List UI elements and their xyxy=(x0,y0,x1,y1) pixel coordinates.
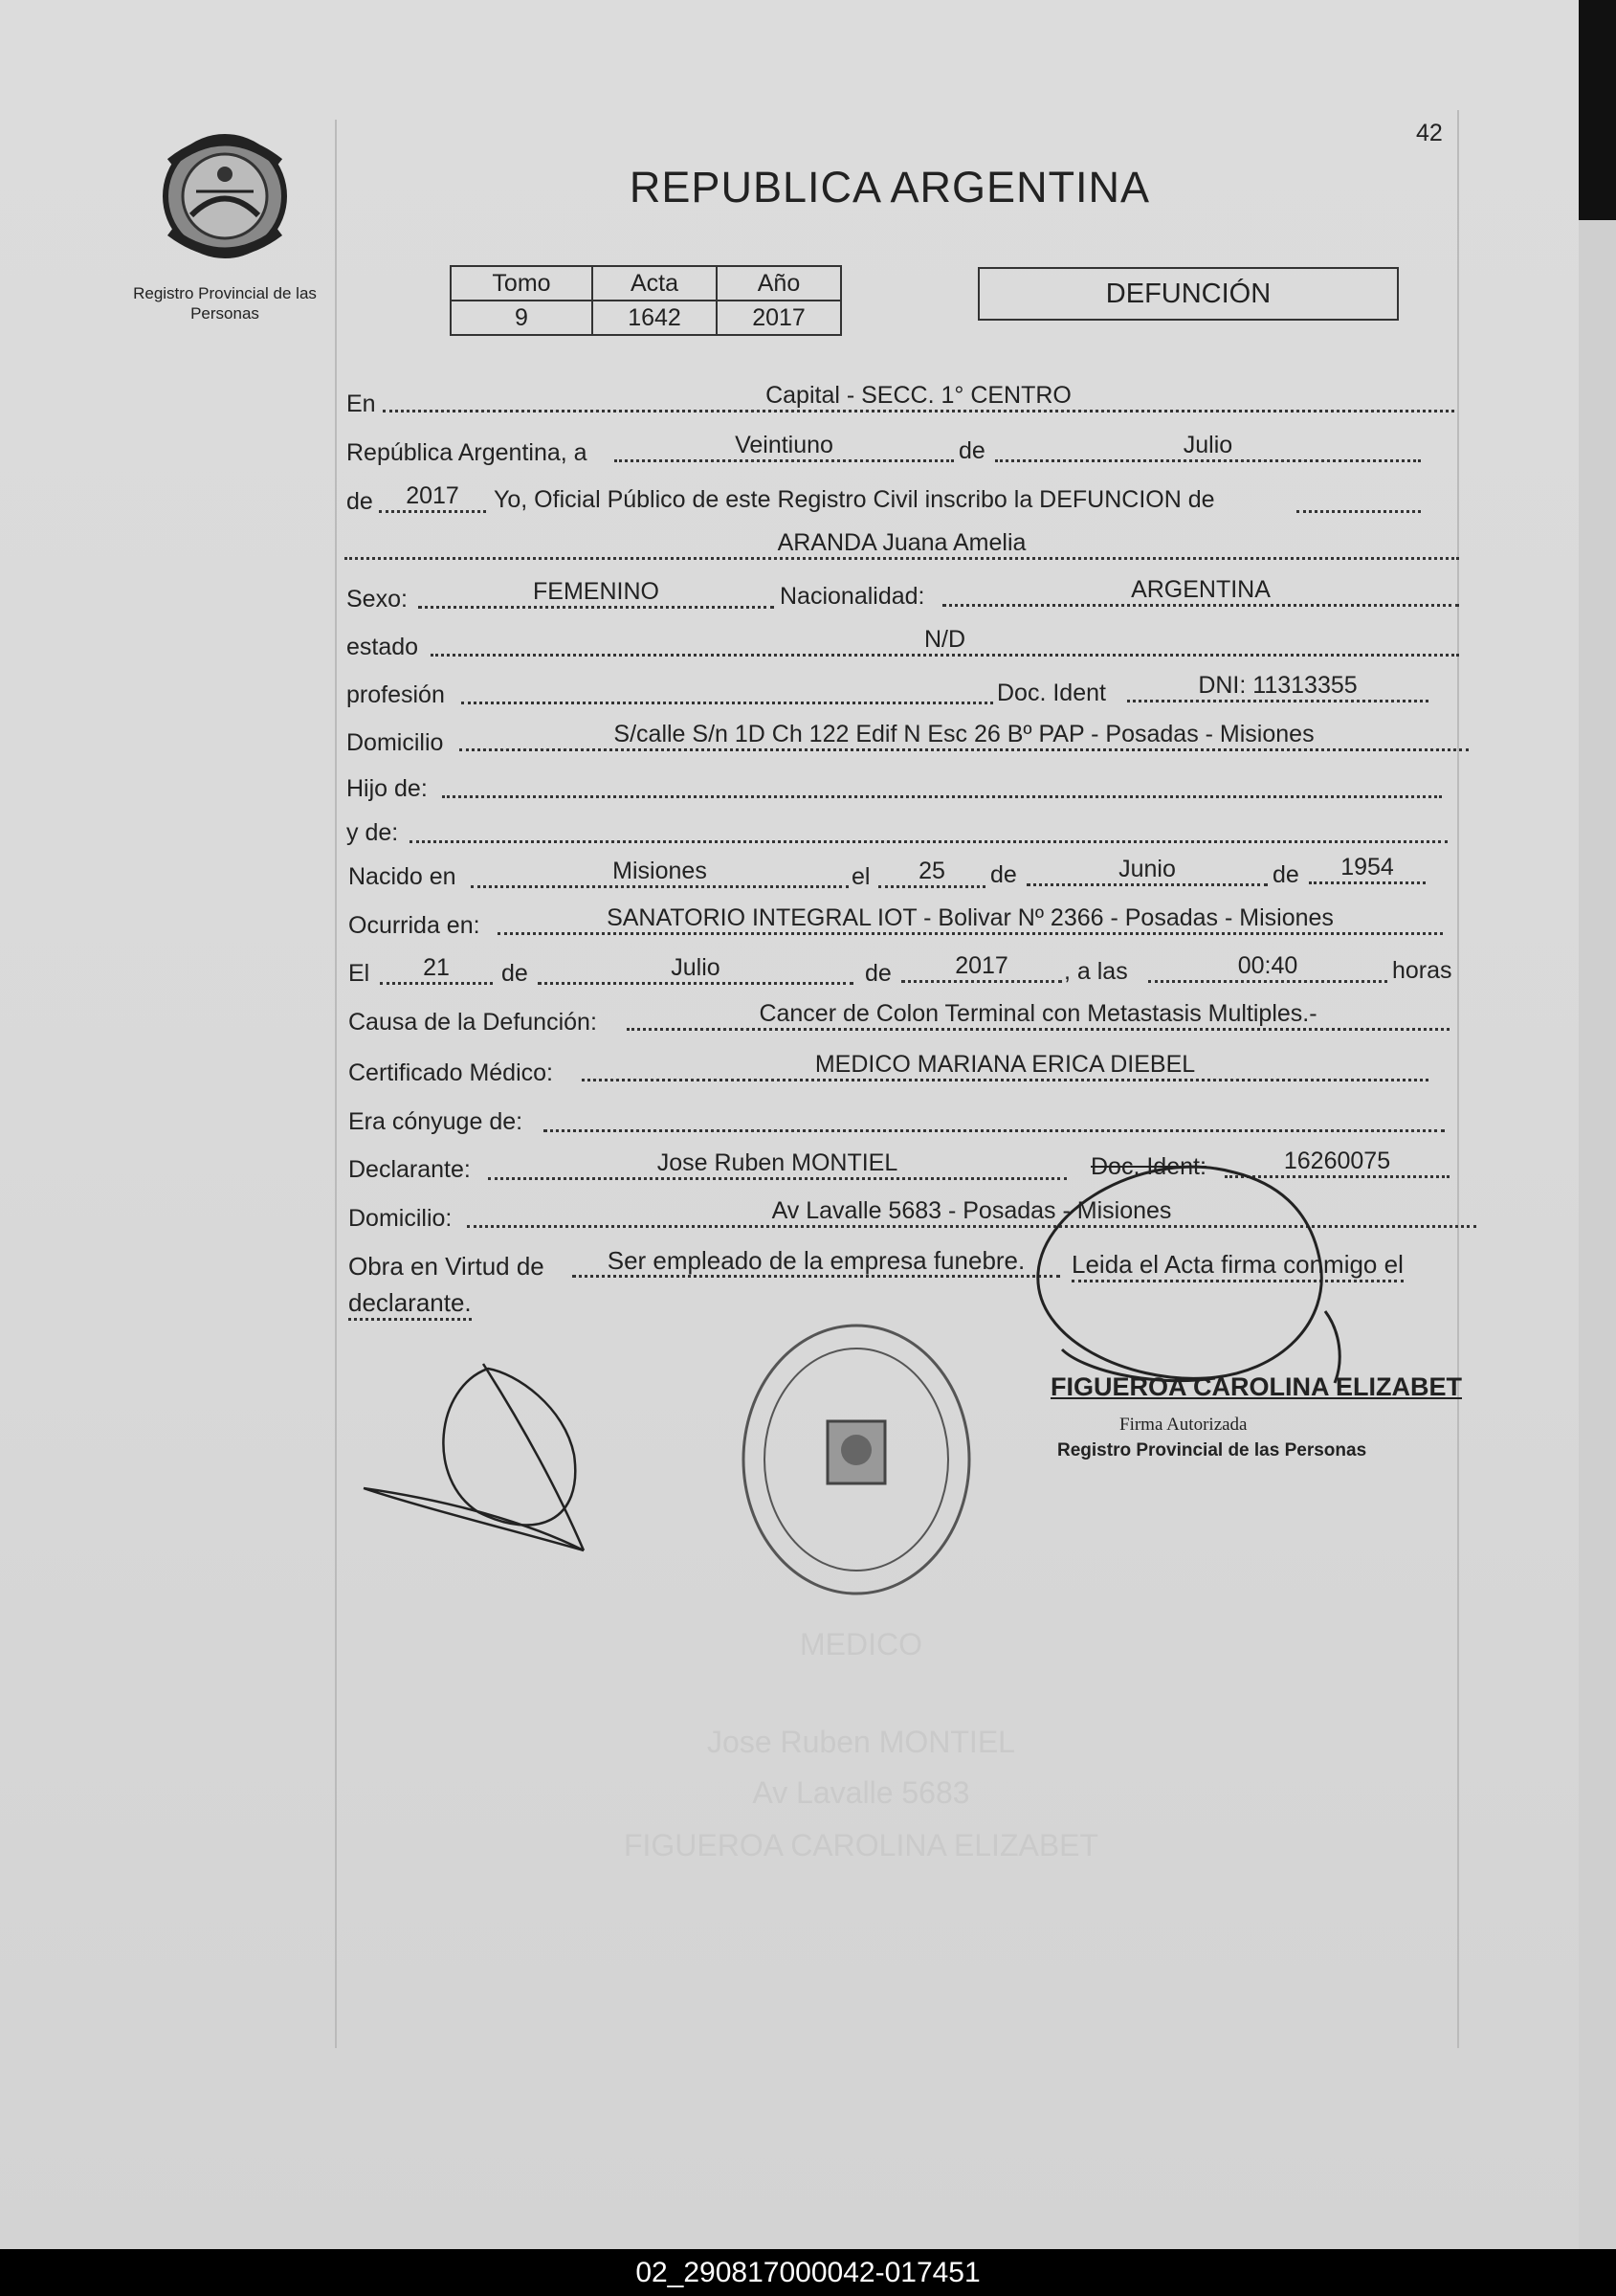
field-def-anio: 2017 xyxy=(901,951,1062,983)
registry-stamp xyxy=(743,1326,969,1594)
label-republica: República Argentina, a xyxy=(346,439,587,466)
bleed-through-1: MEDICO xyxy=(800,1627,922,1661)
label-sexo: Sexo: xyxy=(346,586,408,613)
acta-header: Acta xyxy=(592,266,717,301)
label-inscribo: Yo, Oficial Público de este Registro Civil inscribo la DEFUNCION de xyxy=(494,486,1215,513)
label-de-5: de xyxy=(501,960,528,987)
field-decl-doc: 16260075 xyxy=(1225,1147,1450,1178)
field-nac-anio: 1954 xyxy=(1309,853,1426,884)
label-doc-ident-2: Doc. Ident: xyxy=(1091,1153,1206,1180)
field-doc: DNI: 11313355 xyxy=(1127,671,1428,702)
label-estado: estado xyxy=(346,634,419,660)
bleed-through-4: FIGUEROA CAROLINA ELIZABET xyxy=(623,1828,1099,1862)
label-domicilio: Domicilio xyxy=(346,729,444,756)
declarant-signature xyxy=(364,1364,584,1550)
field-nacido-en: Misiones xyxy=(471,857,849,888)
label-el: el xyxy=(852,863,871,890)
label-leida: Leida el Acta firma conmigo el xyxy=(1072,1250,1404,1282)
label-profesion: profesión xyxy=(346,681,445,708)
acta-value: 1642 xyxy=(592,301,717,335)
label-de-1: de xyxy=(959,437,985,464)
record-type-box: DEFUNCIÓN xyxy=(978,267,1399,321)
label-hijo-de: Hijo de: xyxy=(346,775,428,802)
field-nacionalidad: ARGENTINA xyxy=(942,575,1459,607)
label-nacionalidad: Nacionalidad: xyxy=(780,583,925,610)
field-def-mes: Julio xyxy=(538,953,853,985)
label-conyuge: Era cónyuge de: xyxy=(348,1108,523,1135)
label-certificado: Certificado Médico: xyxy=(348,1059,553,1086)
label-en: En xyxy=(346,390,376,417)
label-causa: Causa de la Defunción: xyxy=(348,1009,597,1036)
anio-header: Año xyxy=(717,266,841,301)
label-nacido-en: Nacido en xyxy=(348,863,456,890)
label-obra-en-virtud: Obra en Virtud de xyxy=(348,1252,544,1281)
official-name: FIGUEROA CAROLINA ELIZABET xyxy=(1051,1372,1462,1401)
official-role: Firma Autorizada xyxy=(1119,1415,1248,1435)
tomo-value: 9 xyxy=(451,301,592,335)
label-el-cap: El xyxy=(348,960,370,987)
field-nac-mes: Junio xyxy=(1027,855,1268,886)
field-lugar: Capital - SECC. 1° CENTRO xyxy=(383,381,1454,412)
field-causa: Cancer de Colon Terminal con Metastasis Multiples.- xyxy=(627,999,1450,1031)
field-certificado: MEDICO MARIANA ERICA DIEBEL xyxy=(582,1050,1428,1081)
field-nombre: ARANDA Juana Amelia xyxy=(344,528,1459,560)
label-de-6: de xyxy=(865,960,892,987)
bleed-through-2: Jose Ruben MONTIEL xyxy=(707,1725,1015,1759)
field-def-dia: 21 xyxy=(380,953,493,985)
label-de-4: de xyxy=(1273,861,1299,888)
field-domicilio: S/calle S/n 1D Ch 122 Edif N Esc 26 Bº PAP - Posadas - Misiones xyxy=(459,720,1469,751)
field-dia: Veintiuno xyxy=(614,431,954,462)
field-decl-domicilio: Av Lavalle 5683 - Posadas - Misiones xyxy=(467,1196,1476,1228)
document-code-bar: 02_290817000042-017451 xyxy=(0,2249,1616,2296)
registry-caption: Registro Provincial de las Personas xyxy=(133,284,317,323)
tomo-header: Tomo xyxy=(451,266,592,301)
label-domicilio-2: Domicilio: xyxy=(348,1205,453,1232)
page-number: 42 xyxy=(1416,120,1443,146)
field-sexo: FEMENINO xyxy=(418,577,774,609)
field-anio: 2017 xyxy=(379,481,486,513)
field-estado: N/D xyxy=(431,625,1459,657)
field-ocurrida-en: SANATORIO INTEGRAL IOT - Bolivar Nº 2366 - Posadas - Misiones xyxy=(498,903,1443,935)
field-mes: Julio xyxy=(995,431,1421,462)
anio-value: 2017 xyxy=(717,301,841,335)
official-registry: Registro Provincial de las Personas xyxy=(1057,1440,1367,1460)
field-def-hora: 00:40 xyxy=(1148,951,1387,983)
label-doc-ident: Doc. Ident xyxy=(997,680,1106,706)
page-title: REPUBLICA ARGENTINA xyxy=(629,163,1151,212)
label-declarante-end: declarante. xyxy=(348,1288,472,1321)
field-nac-dia: 25 xyxy=(878,857,985,888)
label-horas: horas xyxy=(1392,957,1452,984)
official-signature xyxy=(1038,1167,1339,1383)
label-declarante: Declarante: xyxy=(348,1156,471,1183)
label-a-las: , a las xyxy=(1064,958,1128,985)
field-declarante: Jose Ruben MONTIEL xyxy=(488,1148,1067,1180)
label-de-3: de xyxy=(990,861,1017,888)
label-ocurrida-en: Ocurrida en: xyxy=(348,912,480,939)
field-obra: Ser empleado de la empresa funebre. xyxy=(572,1246,1060,1278)
label-y-de: y de: xyxy=(346,819,399,846)
label-de-2: de xyxy=(346,488,373,515)
bleed-through-3: Av Lavalle 5683 xyxy=(752,1775,970,1810)
